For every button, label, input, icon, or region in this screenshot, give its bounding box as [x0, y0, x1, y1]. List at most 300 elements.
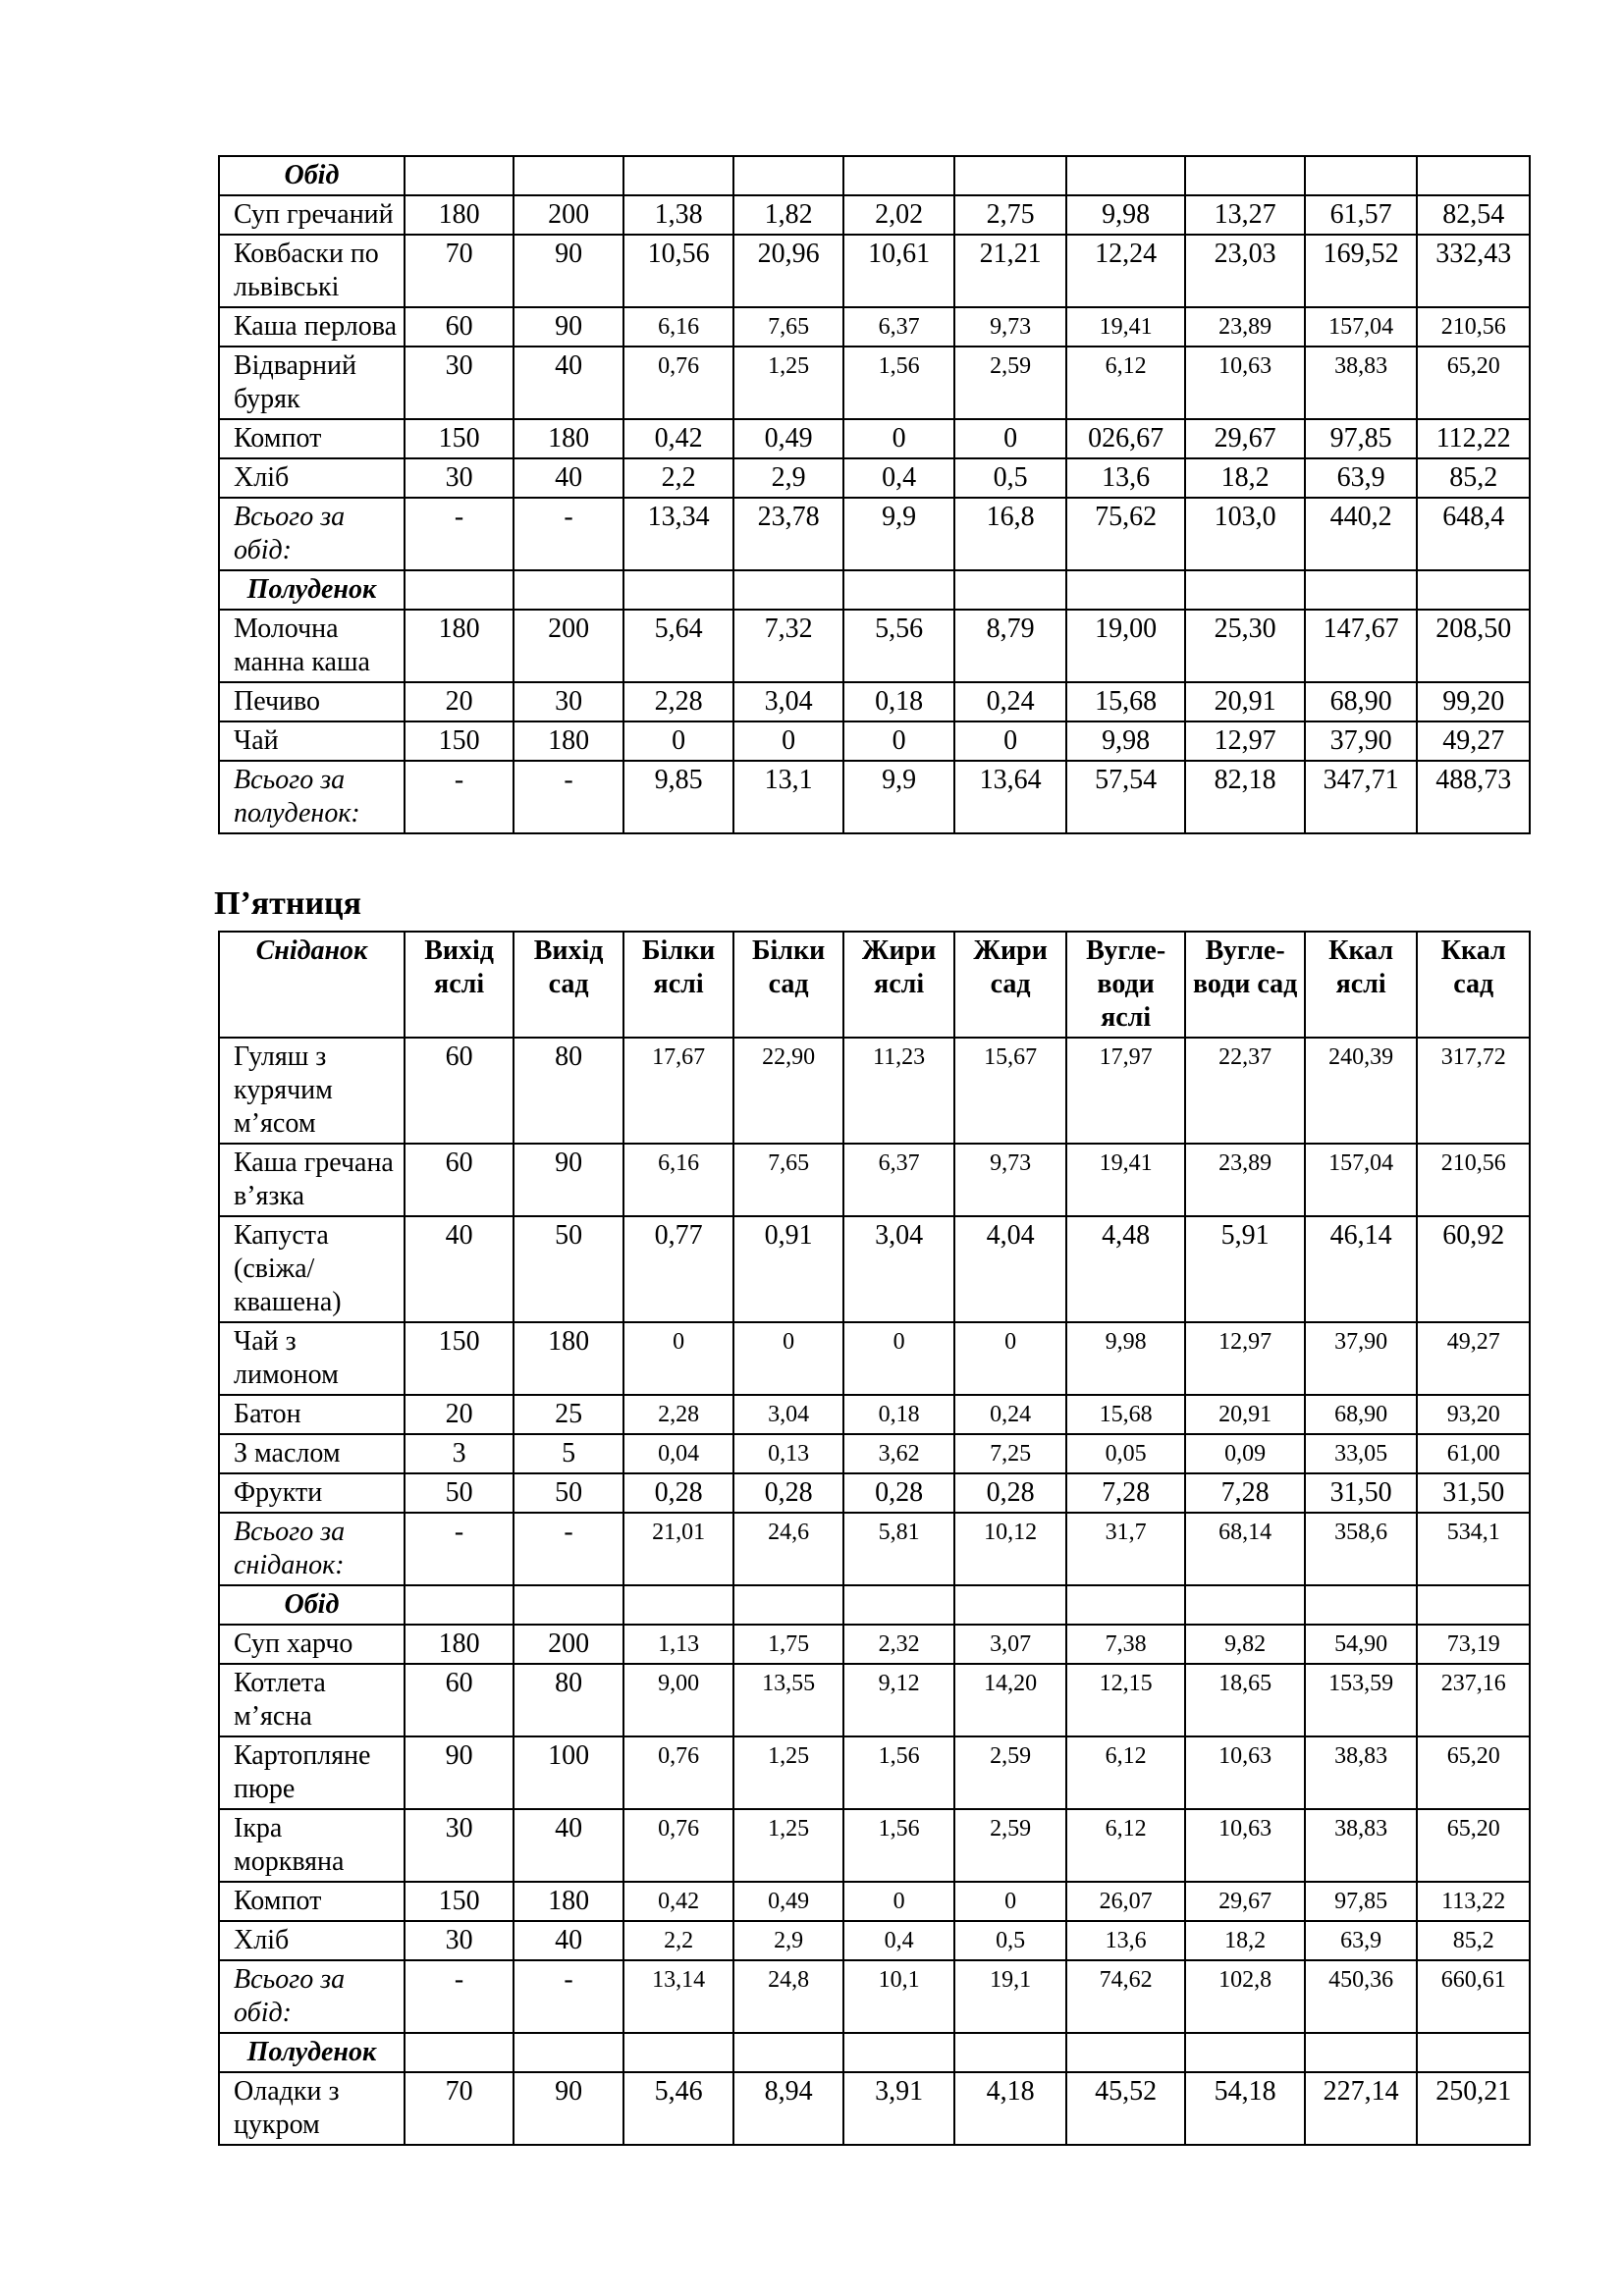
- value-cell: 60: [405, 1144, 514, 1216]
- value-cell: 7,25: [954, 1434, 1066, 1473]
- value-cell: 40: [405, 1216, 514, 1322]
- empty-cell: [405, 1585, 514, 1625]
- value-cell: 38,83: [1305, 1736, 1418, 1809]
- value-cell: 0: [733, 1322, 843, 1395]
- value-cell: 22,90: [733, 1038, 843, 1144]
- section-title: Полуденок: [219, 2033, 405, 2072]
- value-cell: 112,22: [1417, 419, 1530, 458]
- value-cell: 49,27: [1417, 721, 1530, 761]
- empty-cell: [954, 1585, 1066, 1625]
- header-cell: Вугле-води сад: [1185, 932, 1305, 1038]
- value-cell: 63,9: [1305, 458, 1418, 498]
- value-cell: 2,59: [954, 1736, 1066, 1809]
- value-cell: 74,62: [1066, 1960, 1186, 2033]
- value-cell: 0,28: [843, 1473, 955, 1513]
- total-label: Всього за сніданок:: [219, 1513, 405, 1585]
- empty-cell: [1066, 570, 1186, 610]
- value-cell: 19,41: [1066, 307, 1186, 347]
- empty-cell: [1185, 570, 1305, 610]
- value-cell: 6,12: [1066, 347, 1186, 419]
- value-cell: 73,19: [1417, 1625, 1530, 1664]
- empty-cell: [733, 1585, 843, 1625]
- empty-cell: [623, 1585, 734, 1625]
- value-cell: 15,68: [1066, 682, 1186, 721]
- value-cell: 2,59: [954, 1809, 1066, 1882]
- value-cell: 1,56: [843, 1736, 955, 1809]
- value-cell: 3,04: [843, 1216, 955, 1322]
- value-cell: 0,77: [623, 1216, 734, 1322]
- table-row: [219, 1322, 1530, 1395]
- value-cell: -: [405, 1513, 514, 1585]
- value-cell: 90: [514, 2072, 623, 2145]
- value-cell: 5,81: [843, 1513, 955, 1585]
- value-cell: 12,24: [1066, 235, 1186, 307]
- value-cell: 150: [405, 1882, 514, 1921]
- value-cell: 0,28: [954, 1473, 1066, 1513]
- value-cell: 65,20: [1417, 1809, 1530, 1882]
- empty-cell: [405, 156, 514, 195]
- value-cell: 6,12: [1066, 1736, 1186, 1809]
- value-cell: 75,62: [1066, 498, 1186, 570]
- table-row: [219, 1395, 1530, 1434]
- value-cell: 0,24: [954, 682, 1066, 721]
- value-cell: 63,9: [1305, 1921, 1418, 1960]
- value-cell: 4,48: [1066, 1216, 1186, 1322]
- value-cell: 29,67: [1185, 1882, 1305, 1921]
- empty-cell: [1305, 570, 1418, 610]
- value-cell: 85,2: [1417, 1921, 1530, 1960]
- value-cell: 3: [405, 1434, 514, 1473]
- value-cell: 8,94: [733, 2072, 843, 2145]
- value-cell: 80: [514, 1664, 623, 1736]
- value-cell: 200: [514, 1625, 623, 1664]
- value-cell: 488,73: [1417, 761, 1530, 833]
- value-cell: 24,6: [733, 1513, 843, 1585]
- value-cell: 40: [514, 458, 623, 498]
- value-cell: 180: [405, 610, 514, 682]
- total-label: Всього за обід:: [219, 1960, 405, 2033]
- value-cell: 37,90: [1305, 1322, 1418, 1395]
- dish-name: Хліб: [219, 1921, 405, 1960]
- dish-name: Каша гречана в’язка: [219, 1144, 405, 1216]
- value-cell: 30: [514, 682, 623, 721]
- value-cell: 9,9: [843, 498, 955, 570]
- value-cell: 11,23: [843, 1038, 955, 1144]
- value-cell: 0,09: [1185, 1434, 1305, 1473]
- value-cell: 2,28: [623, 682, 734, 721]
- value-cell: 13,27: [1185, 195, 1305, 235]
- value-cell: 0,5: [954, 1921, 1066, 1960]
- total-row: [219, 1513, 1530, 1585]
- total-label: Всього за полуденок:: [219, 761, 405, 833]
- value-cell: 40: [514, 1921, 623, 1960]
- value-cell: 40: [514, 347, 623, 419]
- table-row: [219, 610, 1530, 682]
- value-cell: 100: [514, 1736, 623, 1809]
- value-cell: 15,67: [954, 1038, 1066, 1144]
- table-row: [219, 1664, 1530, 1736]
- value-cell: 17,67: [623, 1038, 734, 1144]
- value-cell: 0,49: [733, 1882, 843, 1921]
- value-cell: 10,61: [843, 235, 955, 307]
- value-cell: 5: [514, 1434, 623, 1473]
- value-cell: 90: [514, 307, 623, 347]
- dish-name: Гуляш з курячим м’ясом: [219, 1038, 405, 1144]
- value-cell: 113,22: [1417, 1882, 1530, 1921]
- value-cell: 3,62: [843, 1434, 955, 1473]
- empty-cell: [1066, 156, 1186, 195]
- value-cell: 200: [514, 610, 623, 682]
- dish-name: Котлета м’ясна: [219, 1664, 405, 1736]
- value-cell: 240,39: [1305, 1038, 1418, 1144]
- value-cell: -: [405, 761, 514, 833]
- value-cell: 2,9: [733, 1921, 843, 1960]
- section-title: Обід: [219, 1585, 405, 1625]
- dish-name: Оладки з цукром: [219, 2072, 405, 2145]
- value-cell: 65,20: [1417, 1736, 1530, 1809]
- value-cell: 6,37: [843, 1144, 955, 1216]
- value-cell: 210,56: [1417, 307, 1530, 347]
- header-cell: Вихід сад: [514, 932, 623, 1038]
- value-cell: 68,90: [1305, 682, 1418, 721]
- dish-name: Чай: [219, 721, 405, 761]
- value-cell: 5,56: [843, 610, 955, 682]
- value-cell: 60: [405, 1664, 514, 1736]
- value-cell: 45,52: [1066, 2072, 1186, 2145]
- value-cell: 20: [405, 1395, 514, 1434]
- header-cell: Білки сад: [733, 932, 843, 1038]
- value-cell: 10,1: [843, 1960, 955, 2033]
- table-row: [219, 2072, 1530, 2145]
- value-cell: 13,14: [623, 1960, 734, 2033]
- value-cell: 61,00: [1417, 1434, 1530, 1473]
- menu-table-friday: [218, 931, 1531, 2146]
- value-cell: 0,76: [623, 347, 734, 419]
- value-cell: 6,37: [843, 307, 955, 347]
- table-row: [219, 1216, 1530, 1322]
- value-cell: 180: [405, 1625, 514, 1664]
- value-cell: 13,64: [954, 761, 1066, 833]
- value-cell: 0: [954, 1322, 1066, 1395]
- value-cell: 50: [405, 1473, 514, 1513]
- value-cell: 10,12: [954, 1513, 1066, 1585]
- value-cell: 10,63: [1185, 347, 1305, 419]
- value-cell: 14,20: [954, 1664, 1066, 1736]
- value-cell: 5,46: [623, 2072, 734, 2145]
- empty-cell: [623, 156, 734, 195]
- value-cell: 68,90: [1305, 1395, 1418, 1434]
- value-cell: 0,76: [623, 1736, 734, 1809]
- value-cell: -: [514, 1513, 623, 1585]
- value-cell: 33,05: [1305, 1434, 1418, 1473]
- dish-name: Молочна манна каша: [219, 610, 405, 682]
- value-cell: 0: [954, 419, 1066, 458]
- value-cell: 0,28: [733, 1473, 843, 1513]
- value-cell: 10,63: [1185, 1809, 1305, 1882]
- value-cell: 23,03: [1185, 235, 1305, 307]
- value-cell: 0,13: [733, 1434, 843, 1473]
- value-cell: 1,75: [733, 1625, 843, 1664]
- table-row: [219, 347, 1530, 419]
- table-row: [219, 1038, 1530, 1144]
- value-cell: 97,85: [1305, 1882, 1418, 1921]
- empty-cell: [1305, 2033, 1418, 2072]
- value-cell: 9,82: [1185, 1625, 1305, 1664]
- empty-cell: [843, 1585, 955, 1625]
- table-header-row: [219, 932, 1530, 1038]
- value-cell: 20,91: [1185, 682, 1305, 721]
- value-cell: 57,54: [1066, 761, 1186, 833]
- value-cell: 90: [514, 1144, 623, 1216]
- value-cell: 2,59: [954, 347, 1066, 419]
- table-row: [219, 1736, 1530, 1809]
- value-cell: 50: [514, 1473, 623, 1513]
- value-cell: 20: [405, 682, 514, 721]
- value-cell: 82,18: [1185, 761, 1305, 833]
- section-title: Полуденок: [219, 570, 405, 610]
- value-cell: 12,15: [1066, 1664, 1186, 1736]
- value-cell: 6,16: [623, 307, 734, 347]
- dish-name: Печиво: [219, 682, 405, 721]
- value-cell: 18,65: [1185, 1664, 1305, 1736]
- dish-name: Компот: [219, 1882, 405, 1921]
- value-cell: 157,04: [1305, 1144, 1418, 1216]
- dish-name: Батон: [219, 1395, 405, 1434]
- empty-cell: [514, 570, 623, 610]
- table-row: [219, 307, 1530, 347]
- value-cell: 2,02: [843, 195, 955, 235]
- empty-cell: [843, 156, 955, 195]
- value-cell: 0,5: [954, 458, 1066, 498]
- dish-name: Хліб: [219, 458, 405, 498]
- value-cell: 30: [405, 1921, 514, 1960]
- value-cell: 10,63: [1185, 1736, 1305, 1809]
- value-cell: 70: [405, 2072, 514, 2145]
- value-cell: 1,25: [733, 1736, 843, 1809]
- value-cell: 150: [405, 419, 514, 458]
- value-cell: 180: [514, 1322, 623, 1395]
- value-cell: 13,55: [733, 1664, 843, 1736]
- value-cell: 3,07: [954, 1625, 1066, 1664]
- value-cell: 153,59: [1305, 1664, 1418, 1736]
- header-meal-section: Сніданок: [219, 932, 405, 1038]
- value-cell: 208,50: [1417, 610, 1530, 682]
- value-cell: 3,04: [733, 682, 843, 721]
- value-cell: 31,50: [1417, 1473, 1530, 1513]
- value-cell: 5,91: [1185, 1216, 1305, 1322]
- value-cell: 23,78: [733, 498, 843, 570]
- value-cell: 38,83: [1305, 347, 1418, 419]
- empty-cell: [1185, 156, 1305, 195]
- dish-name: Картопляне пюре: [219, 1736, 405, 1809]
- empty-cell: [954, 156, 1066, 195]
- value-cell: 1,25: [733, 1809, 843, 1882]
- value-cell: 0: [623, 721, 734, 761]
- value-cell: 13,6: [1066, 1921, 1186, 1960]
- value-cell: 0: [843, 721, 955, 761]
- dish-name: Ковбаски по львівські: [219, 235, 405, 307]
- value-cell: 97,85: [1305, 419, 1418, 458]
- table-row: [219, 1809, 1530, 1882]
- value-cell: 60: [405, 1038, 514, 1144]
- empty-cell: [514, 1585, 623, 1625]
- value-cell: 7,65: [733, 1144, 843, 1216]
- value-cell: 9,98: [1066, 1322, 1186, 1395]
- value-cell: 46,14: [1305, 1216, 1418, 1322]
- value-cell: 40: [514, 1809, 623, 1882]
- empty-cell: [954, 570, 1066, 610]
- value-cell: 9,00: [623, 1664, 734, 1736]
- value-cell: 157,04: [1305, 307, 1418, 347]
- empty-cell: [405, 570, 514, 610]
- header-cell: Ккал яслі: [1305, 932, 1418, 1038]
- table-row: [219, 1144, 1530, 1216]
- value-cell: 9,98: [1066, 721, 1186, 761]
- value-cell: 4,04: [954, 1216, 1066, 1322]
- value-cell: 0: [843, 1882, 955, 1921]
- value-cell: 648,4: [1417, 498, 1530, 570]
- value-cell: 13,1: [733, 761, 843, 833]
- empty-cell: [623, 2033, 734, 2072]
- table-row: [219, 235, 1530, 307]
- value-cell: 31,50: [1305, 1473, 1418, 1513]
- value-cell: 20,96: [733, 235, 843, 307]
- value-cell: 23,89: [1185, 307, 1305, 347]
- value-cell: -: [514, 1960, 623, 2033]
- value-cell: 180: [405, 195, 514, 235]
- value-cell: 54,18: [1185, 2072, 1305, 2145]
- empty-cell: [1066, 2033, 1186, 2072]
- value-cell: 0: [954, 1882, 1066, 1921]
- value-cell: 61,57: [1305, 195, 1418, 235]
- dish-name: Суп гречаний: [219, 195, 405, 235]
- total-label: Всього за обід:: [219, 498, 405, 570]
- value-cell: 2,9: [733, 458, 843, 498]
- value-cell: 49,27: [1417, 1322, 1530, 1395]
- value-cell: 18,2: [1185, 1921, 1305, 1960]
- value-cell: 9,98: [1066, 195, 1186, 235]
- value-cell: 0: [733, 721, 843, 761]
- table-row: [219, 1882, 1530, 1921]
- total-row: [219, 498, 1530, 570]
- value-cell: 0,4: [843, 458, 955, 498]
- value-cell: 9,73: [954, 307, 1066, 347]
- value-cell: 0: [843, 1322, 955, 1395]
- table-row: [219, 721, 1530, 761]
- empty-cell: [1185, 2033, 1305, 2072]
- value-cell: 6,12: [1066, 1809, 1186, 1882]
- value-cell: 9,12: [843, 1664, 955, 1736]
- value-cell: 21,21: [954, 235, 1066, 307]
- value-cell: 0: [954, 721, 1066, 761]
- value-cell: 180: [514, 1882, 623, 1921]
- dish-name: Відварний буряк: [219, 347, 405, 419]
- value-cell: 12,97: [1185, 721, 1305, 761]
- value-cell: 90: [514, 235, 623, 307]
- value-cell: 0,91: [733, 1216, 843, 1322]
- day-heading-friday: П’ятниця: [214, 885, 362, 922]
- empty-cell: [954, 2033, 1066, 2072]
- value-cell: 0,18: [843, 682, 955, 721]
- table-row: [219, 419, 1530, 458]
- value-cell: 30: [405, 347, 514, 419]
- section-title: Обід: [219, 156, 405, 195]
- value-cell: 31,7: [1066, 1513, 1186, 1585]
- value-cell: -: [405, 1960, 514, 2033]
- dish-name: Фрукти: [219, 1473, 405, 1513]
- value-cell: 4,18: [954, 2072, 1066, 2145]
- value-cell: 103,0: [1185, 498, 1305, 570]
- value-cell: 440,2: [1305, 498, 1418, 570]
- value-cell: 15,68: [1066, 1395, 1186, 1434]
- dish-name: Капуста (свіжа/ квашена): [219, 1216, 405, 1322]
- value-cell: 23,89: [1185, 1144, 1305, 1216]
- header-cell: Білки яслі: [623, 932, 734, 1038]
- empty-cell: [733, 2033, 843, 2072]
- value-cell: 102,8: [1185, 1960, 1305, 2033]
- header-cell: Жири сад: [954, 932, 1066, 1038]
- empty-cell: [843, 2033, 955, 2072]
- value-cell: 3,91: [843, 2072, 955, 2145]
- value-cell: 2,2: [623, 458, 734, 498]
- value-cell: 85,2: [1417, 458, 1530, 498]
- value-cell: 30: [405, 458, 514, 498]
- value-cell: 026,67: [1066, 419, 1186, 458]
- section-row: [219, 1585, 1530, 1625]
- value-cell: 9,73: [954, 1144, 1066, 1216]
- value-cell: 180: [514, 419, 623, 458]
- value-cell: 37,90: [1305, 721, 1418, 761]
- value-cell: 2,32: [843, 1625, 955, 1664]
- empty-cell: [1305, 156, 1418, 195]
- value-cell: 250,21: [1417, 2072, 1530, 2145]
- value-cell: 5,64: [623, 610, 734, 682]
- value-cell: 38,83: [1305, 1809, 1418, 1882]
- value-cell: 19,1: [954, 1960, 1066, 2033]
- value-cell: 1,82: [733, 195, 843, 235]
- value-cell: 7,28: [1066, 1473, 1186, 1513]
- dish-name: Ікра морквяна: [219, 1809, 405, 1882]
- value-cell: 8,79: [954, 610, 1066, 682]
- value-cell: 0,28: [623, 1473, 734, 1513]
- value-cell: 0,04: [623, 1434, 734, 1473]
- value-cell: 70: [405, 235, 514, 307]
- value-cell: 450,36: [1305, 1960, 1418, 2033]
- dish-name: З маслом: [219, 1434, 405, 1473]
- value-cell: 3,04: [733, 1395, 843, 1434]
- value-cell: -: [514, 761, 623, 833]
- value-cell: 50: [514, 1216, 623, 1322]
- table-row: [219, 1921, 1530, 1960]
- empty-cell: [623, 570, 734, 610]
- total-row: [219, 1960, 1530, 2033]
- empty-cell: [1417, 1585, 1530, 1625]
- value-cell: 7,32: [733, 610, 843, 682]
- value-cell: 12,97: [1185, 1322, 1305, 1395]
- value-cell: 22,37: [1185, 1038, 1305, 1144]
- value-cell: 169,52: [1305, 235, 1418, 307]
- empty-cell: [1417, 2033, 1530, 2072]
- dish-name: Суп харчо: [219, 1625, 405, 1664]
- value-cell: 60,92: [1417, 1216, 1530, 1322]
- value-cell: 2,75: [954, 195, 1066, 235]
- value-cell: 147,67: [1305, 610, 1418, 682]
- dish-name: Чай з лимоном: [219, 1322, 405, 1395]
- header-cell: Ккал сад: [1417, 932, 1530, 1038]
- value-cell: 358,6: [1305, 1513, 1418, 1585]
- table-row: [219, 1625, 1530, 1664]
- value-cell: 20,91: [1185, 1395, 1305, 1434]
